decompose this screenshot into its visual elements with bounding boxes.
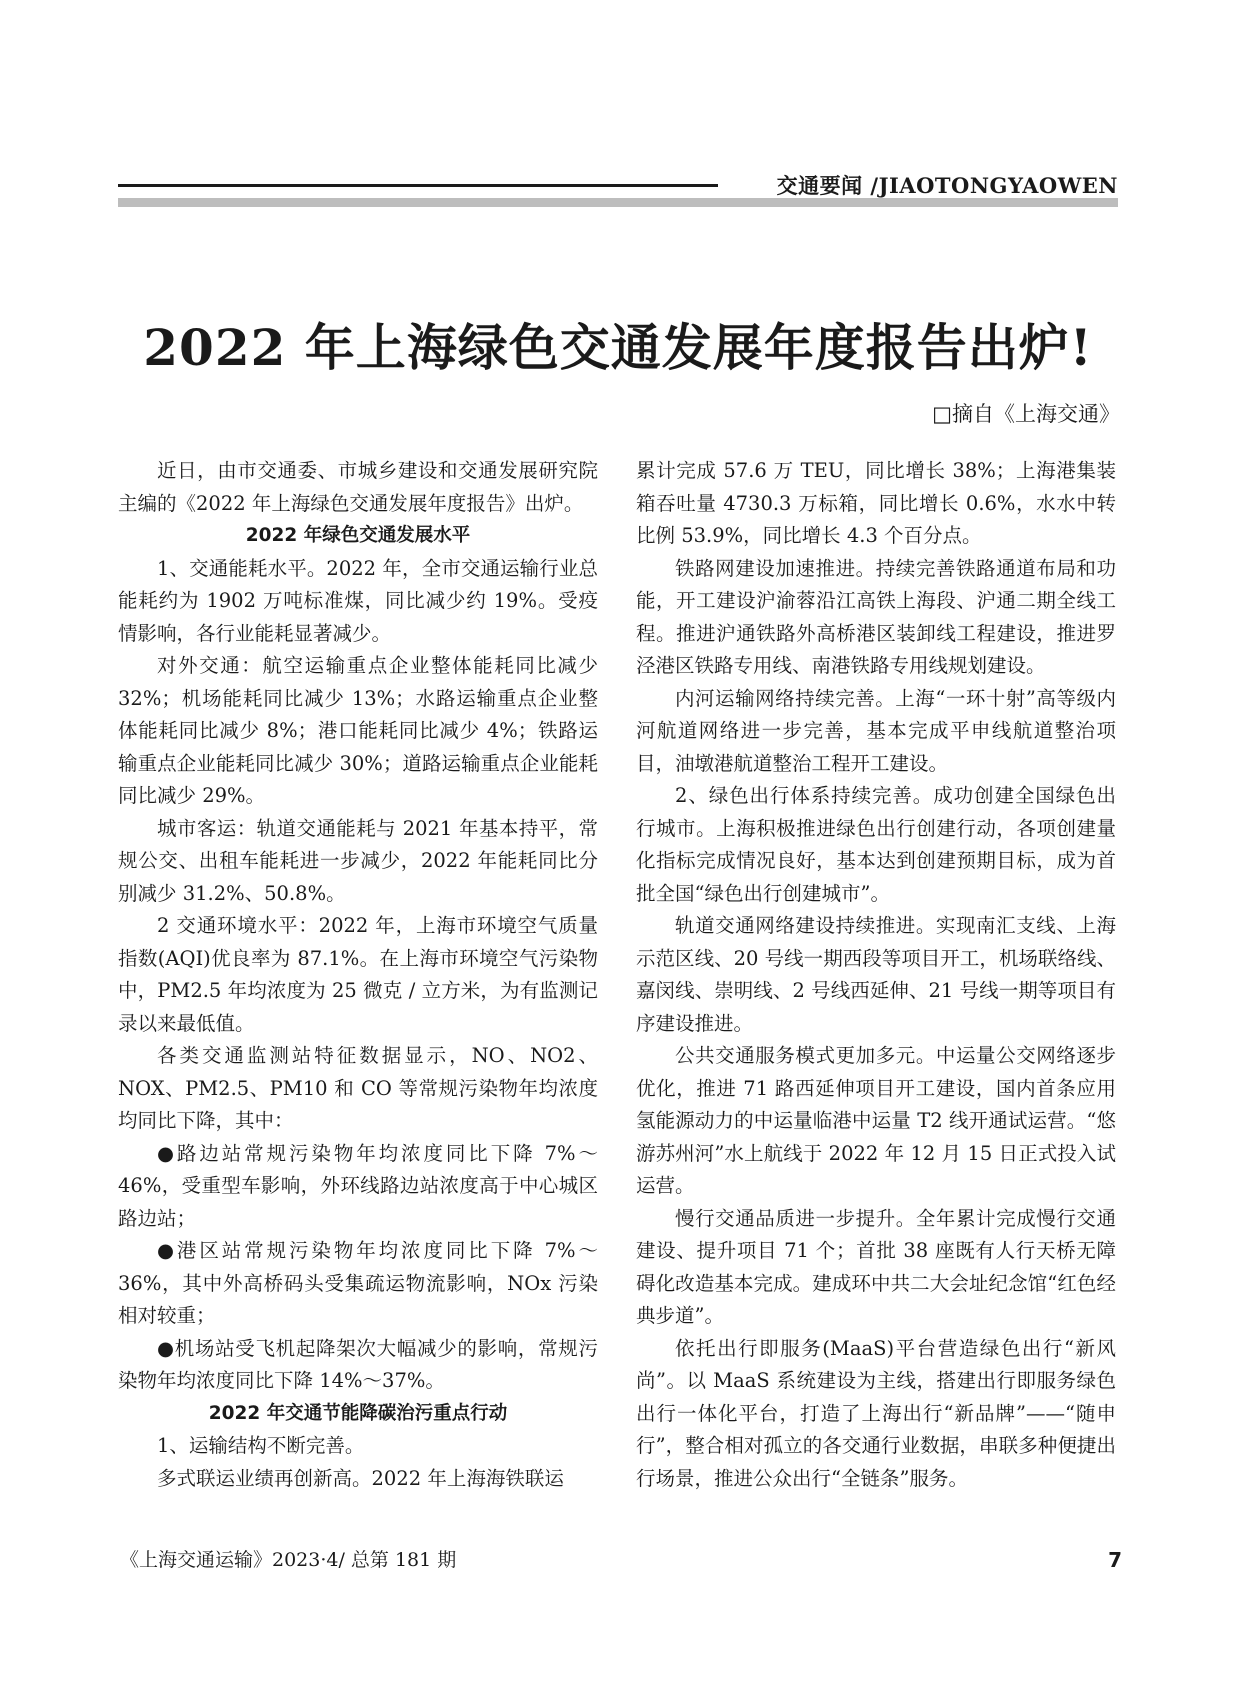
paragraph: 2 交通环境水平：2022 年，上海市环境空气质量指数(AQI)优良率为 87.1%。在上海市环境空气污染物中，PM2.5 年均浓度为 25 微克 / 立方米，为有监测记录以来最低值。 — [118, 914, 598, 1035]
paragraph: 1、交通能耗水平。2022 年，全市交通运输行业总能耗约为 1902 万吨标准煤，同比减少约 19%。受疫情影响，各行业能耗显著减少。 — [118, 556, 598, 645]
article-source: □摘自《上海交通》 — [932, 402, 1120, 426]
paragraph: 近日，由市交通委、市城乡建设和交通发展研究院主编的《2022 年上海绿色交通发展年度报告》出炉。 — [118, 459, 598, 515]
paragraph: 2、绿色出行体系持续完善。成功创建全国绿色出行城市。上海积极推进绿色出行创建行动，各项创建量化指标完成情况良好，基本达到创建预期目标，成为首批全国“绿色出行创建城市”。 — [636, 784, 1116, 905]
paragraph: ●港区站常规污染物年均浓度同比下降 7%～36%，其中外高桥码头受集疏运物流影响，NOx 污染相对较重； — [118, 1239, 598, 1327]
paragraph: ●机场站受飞机起降架次大幅减少的影响，常规污染物年均浓度同比下降 14%～37%。 — [118, 1336, 598, 1392]
subheading: 2022 年绿色交通发展水平 — [245, 525, 471, 546]
paragraph: 多式联运业绩再创新高。2022 年上海海铁联运 — [157, 1466, 564, 1490]
paragraph-continued: 累计完成 57.6 万 TEU，同比增长 38%；上海港集装箱吞吐量 4730.3 万标箱，同比增长 0.6%，水水中转比例 53.9%，同比增长 4.3 个百分点。 — [636, 459, 1116, 547]
article-title: 2022 年上海绿色交通发展年度报告出炉! — [143, 318, 1093, 377]
paragraph: 公共交通服务模式更加多元。中运量公交网络逐步优化，推进 71 路西延伸项目开工建设，国内首条应用氢能源动力的中运量临港中运量 T2 线开通试运营。“悠游苏州河”水上航线于 2022 年 12 月 15 日正式投入试运营。 — [636, 1044, 1116, 1197]
paragraph: 对外交通：航空运输重点企业整体能耗同比减少 32%；机场能耗同比减少 13%；水路运输重点企业整体能耗同比减少 8%；港口能耗同比减少 4%；铁路运输重点企业能耗同比减少 30%；道路运输重点企业能耗同比减少 29%。 — [118, 654, 598, 807]
paragraph: 1、运输结构不断完善。 — [157, 1434, 365, 1457]
paragraph: ●路边站常规污染物年均浓度同比下降 7%～46%，受重型车影响，外环线路边站浓度高于中心城区路边站； — [118, 1141, 598, 1230]
right-column — [636, 455, 1116, 1495]
page-number: 7 — [1108, 1548, 1122, 1572]
paragraph: 铁路网建设加速推进。持续完善铁路通道布局和功能，开工建设沪渝蓉沿江高铁上海段、沪通二期全线工程。推进沪通铁路外高桥港区装卸线工程建设，推进罗泾港区铁路专用线、南港铁路专用线规划建设。 — [636, 556, 1116, 677]
paragraph: 依托出行即服务(MaaS)平台营造绿色出行“新风尚”。以 MaaS 系统建设为主线，搭建出行即服务绿色出行一体化平台，打造了上海出行“新品牌”——“随申行”，整合相对孤立的各交通行业数据，串联多种便捷出行场景，推进公众出行“全链条”服务。 — [636, 1336, 1116, 1490]
subheading: 2022 年交通节能降碳治污重点行动 — [208, 1402, 508, 1424]
section-label: 交通要闻 /JIAOTONGYAOWEN — [776, 173, 1118, 198]
paragraph: 慢行交通品质进一步提升。全年累计完成慢行交通建设、提升项目 71 个；首批 38 座既有人行天桥无障碍化改造基本完成。建成环中共二大会址纪念馆“红色经典步道”。 — [636, 1206, 1116, 1327]
issue-info: 《上海交通运输》2023·4/ 总第 181 期 — [120, 1549, 457, 1571]
paragraph: 城市客运：轨道交通能耗与 2021 年基本持平，常规公交、出租车能耗进一步减少，2022 年能耗同比分别减少 31.2%、50.8%。 — [118, 816, 598, 905]
paragraph: 轨道交通网络建设持续推进。实现南汇支线、上海示范区线、20 号线一期西段等项目开工，机场联络线、嘉闵线、崇明线、2 号线西延伸、21 号线一期等项目有序建设推进。 — [636, 914, 1116, 1035]
paragraph: 各类交通监测站特征数据显示，NO、NO2、NOX、PM2.5、PM10 和 CO 等常规污染物年均浓度均同比下降，其中： — [118, 1044, 598, 1132]
header-gray-bar — [118, 198, 1118, 207]
left-column — [118, 455, 598, 1495]
header-rule — [118, 184, 718, 187]
section-header — [118, 170, 1118, 210]
paragraph: 内河运输网络持续完善。上海“一环十射”高等级内河航道网络进一步完善，基本完成平申线航道整治项目，油墩港航道整治工程开工建设。 — [636, 686, 1116, 775]
